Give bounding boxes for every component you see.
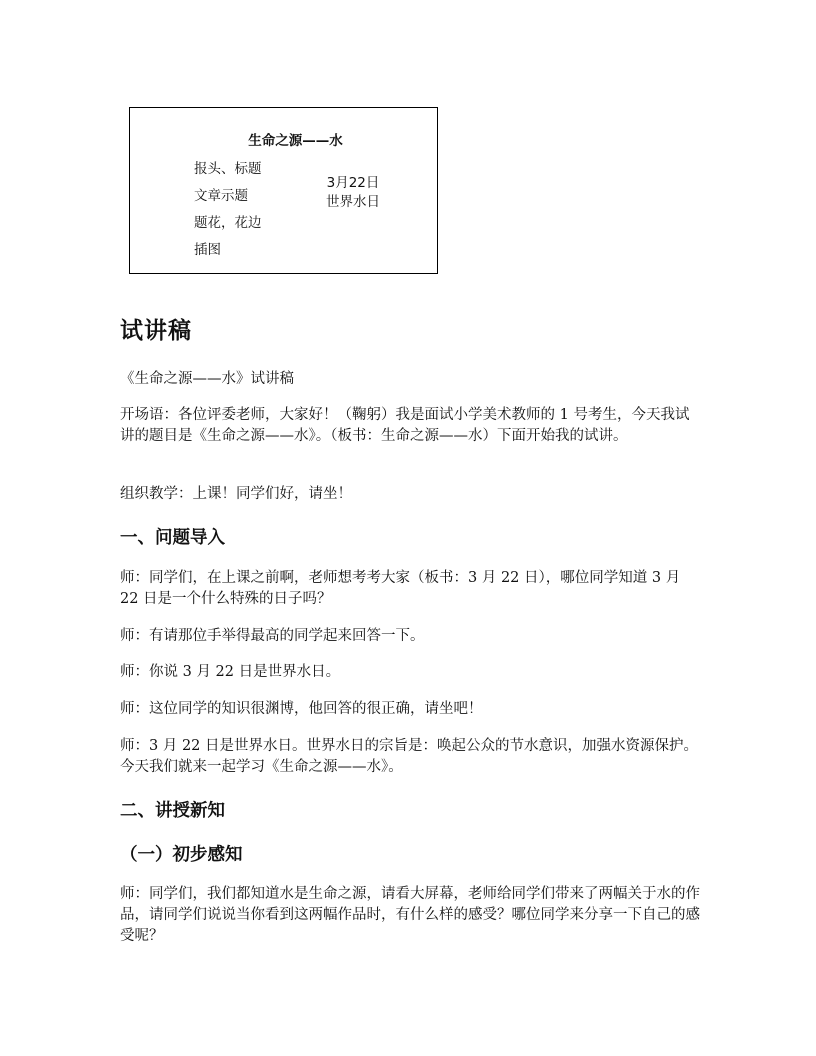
opening-paragraph: 开场语：各位评委老师，大家好！（鞠躬）我是面试小学美术教师的 1 号考生，今天我试讲的题目是《生命之源——水》。（板书：生命之源——水）下面开始我的试讲。	[120, 407, 690, 444]
subsection-heading-perception: （一）初步感知	[120, 845, 243, 865]
section-heading-intro: 一、问题导入	[120, 528, 225, 548]
board-event: 世界水日	[326, 194, 380, 210]
section1-paragraph: 师：有请那位手举得最高的同学起来回答一下。	[120, 628, 425, 644]
board-item-list	[194, 156, 262, 264]
section1-paragraph: 师：你说 3 月 22 日是世界水日。	[120, 664, 341, 680]
section1-paragraph: 师：同学们，在上课之前啊，老师想考考大家（板书：3 月 22 日），哪位同学知道 3 月 22 日是一个什么特殊的日子吗？	[120, 570, 681, 607]
section1-paragraph: 师：3 月 22 日是世界水日。世界水日的宗旨是：唤起公众的节水意识，加强水资源保护。今天我们就来一起学习《生命之源——水》。	[120, 738, 698, 775]
board-item: 文章示题	[194, 188, 248, 204]
board-item: 插图	[194, 242, 221, 258]
document-heading: 试讲稿	[120, 317, 192, 344]
organize-paragraph: 组织教学：上课！同学们好，请坐！	[120, 486, 352, 502]
section-heading-new-knowledge: 二、讲授新知	[120, 801, 225, 821]
blackboard-plan-box	[129, 107, 438, 274]
document-subtitle: 《生命之源——水》试讲稿	[120, 371, 294, 387]
board-date: 3月22日	[326, 175, 380, 191]
section1-paragraph: 师：这位同学的知识很渊博，他回答的很正确，请坐吧！	[120, 701, 483, 717]
board-item: 报头、标题	[194, 161, 262, 177]
board-date-block	[326, 174, 380, 212]
section2-paragraph: 师：同学们，我们都知道水是生命之源，请看大屏幕，老师给同学们带来了两幅关于水的作品，请同学们说说当你看到这两幅作品时，有什么样的感受？哪位同学来分享一下自己的感受呢？	[120, 886, 700, 944]
board-title: 生命之源——水	[248, 133, 343, 149]
board-item: 题花，花边	[194, 215, 262, 231]
